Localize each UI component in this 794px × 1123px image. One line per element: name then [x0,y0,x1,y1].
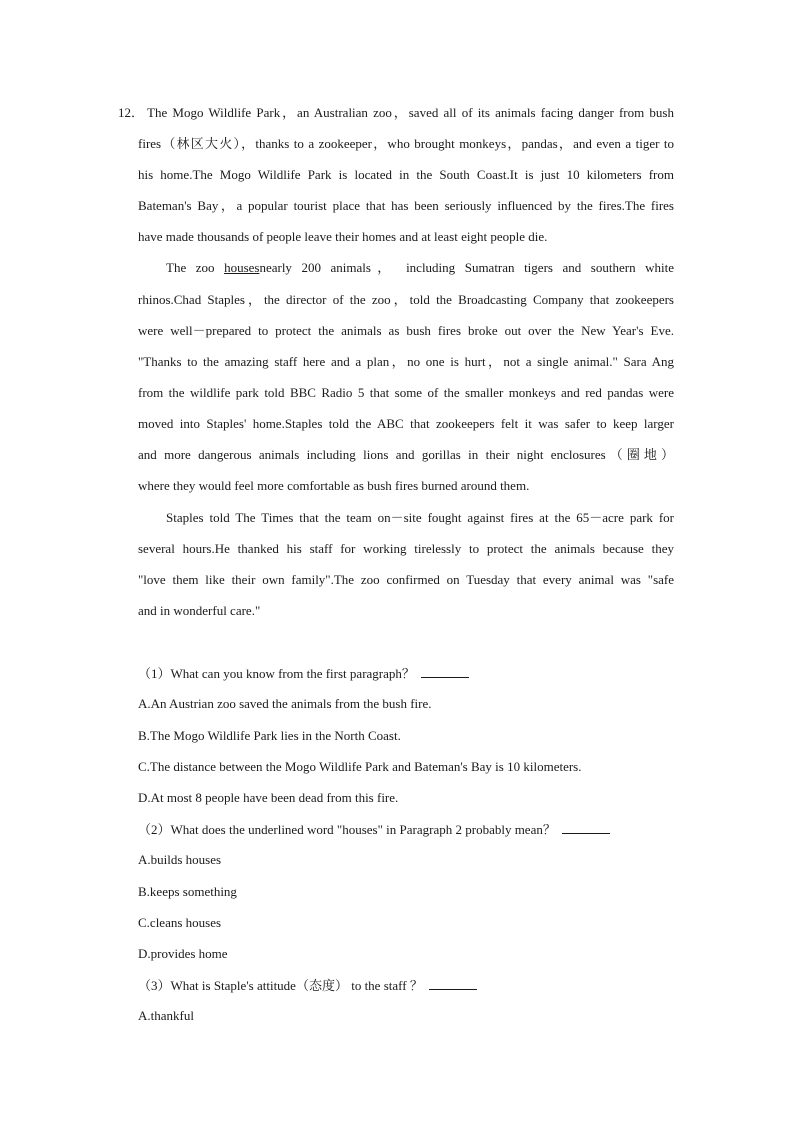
passage-line: Staples told The Times that the team on－site fought against fires at the 65－acre park for [166,510,674,525]
passage-line: were well－prepared to protect the animals as bush fires broke out over the New Year's Eve. [138,323,674,338]
answer-option: A.An Austrian zoo saved the animals from the bush fire. [138,696,432,711]
answer-option: B.The Mogo Wildlife Park lies in the North Coast. [138,728,401,743]
question-stem: （2）What does the underlined word "houses" in Paragraph 2 probably mean？ [138,821,610,838]
passage-line: and more dangerous animals including lions and gorillas in their night enclosures（圈地） [138,447,674,462]
passage-line: "Thanks to the amazing staff here and a plan，no one is hurt，not a single animal." Sara Ang [138,354,674,369]
question-stem: （1）What can you know from the first paragraph？ [138,665,469,682]
passage-line: moved into Staples' home.Staples told the ABC that zookeepers felt it was safer to keep larger [138,416,674,431]
passage-line: "love them like their own family".The zoo confirmed on Tuesday that every animal was "safe [138,572,674,587]
answer-blank[interactable] [429,977,477,990]
answer-option: D.provides home [138,946,228,961]
passage-line: The zoo housesnearly 200 animals， including Sumatran tigers and southern white [166,260,674,275]
passage-line: several hours.He thanked his staff for working tirelessly to protect the animals because they [138,541,674,556]
answer-option: C.cleans houses [138,915,222,930]
passage-line: from the wildlife park told BBC Radio 5 that some of the smaller monkeys and red pandas were [138,385,674,400]
answer-option: B.keeps something [138,884,237,899]
answer-option: D.At most 8 people have been dead from this fire. [138,790,399,805]
passage-line: rhinos.Chad Staples，the director of the zoo，told the Broadcasting Company that zookeepers [138,292,674,307]
question-number: 12． [118,105,145,120]
passage-line: The Mogo Wildlife Park，an Australian zoo，saved all of its animals facing danger from bush [147,105,674,120]
answer-option: C.The distance between the Mogo Wildlife Park and Bateman's Bay is 10 kilometers. [138,759,582,774]
underlined-word: houses [224,260,260,275]
answer-blank[interactable] [421,665,469,678]
answer-option: A.thankful [138,1008,194,1023]
passage-line: fires（林区大火），thanks to a zookeeper，who brought monkeys，pandas，and even a tiger to [138,136,674,151]
passage-line: his home.The Mogo Wildlife Park is located in the South Coast.It is just 10 kilometers from [138,167,674,182]
passage-line: Bateman's Bay，a popular tourist place that has been seriously influenced by the fires.The fires [138,198,674,213]
passage-line: and in wonderful care." [138,603,261,618]
answer-option: A.builds houses [138,852,222,867]
question-stem: （3）What is Staple's attitude（态度） to the staff ？ [138,977,477,994]
passage-line: have made thousands of people leave their homes and at least eight people die. [138,229,548,244]
answer-blank[interactable] [562,821,610,834]
passage-line: where they would feel more comfortable as bush fires burned around them. [138,478,530,493]
